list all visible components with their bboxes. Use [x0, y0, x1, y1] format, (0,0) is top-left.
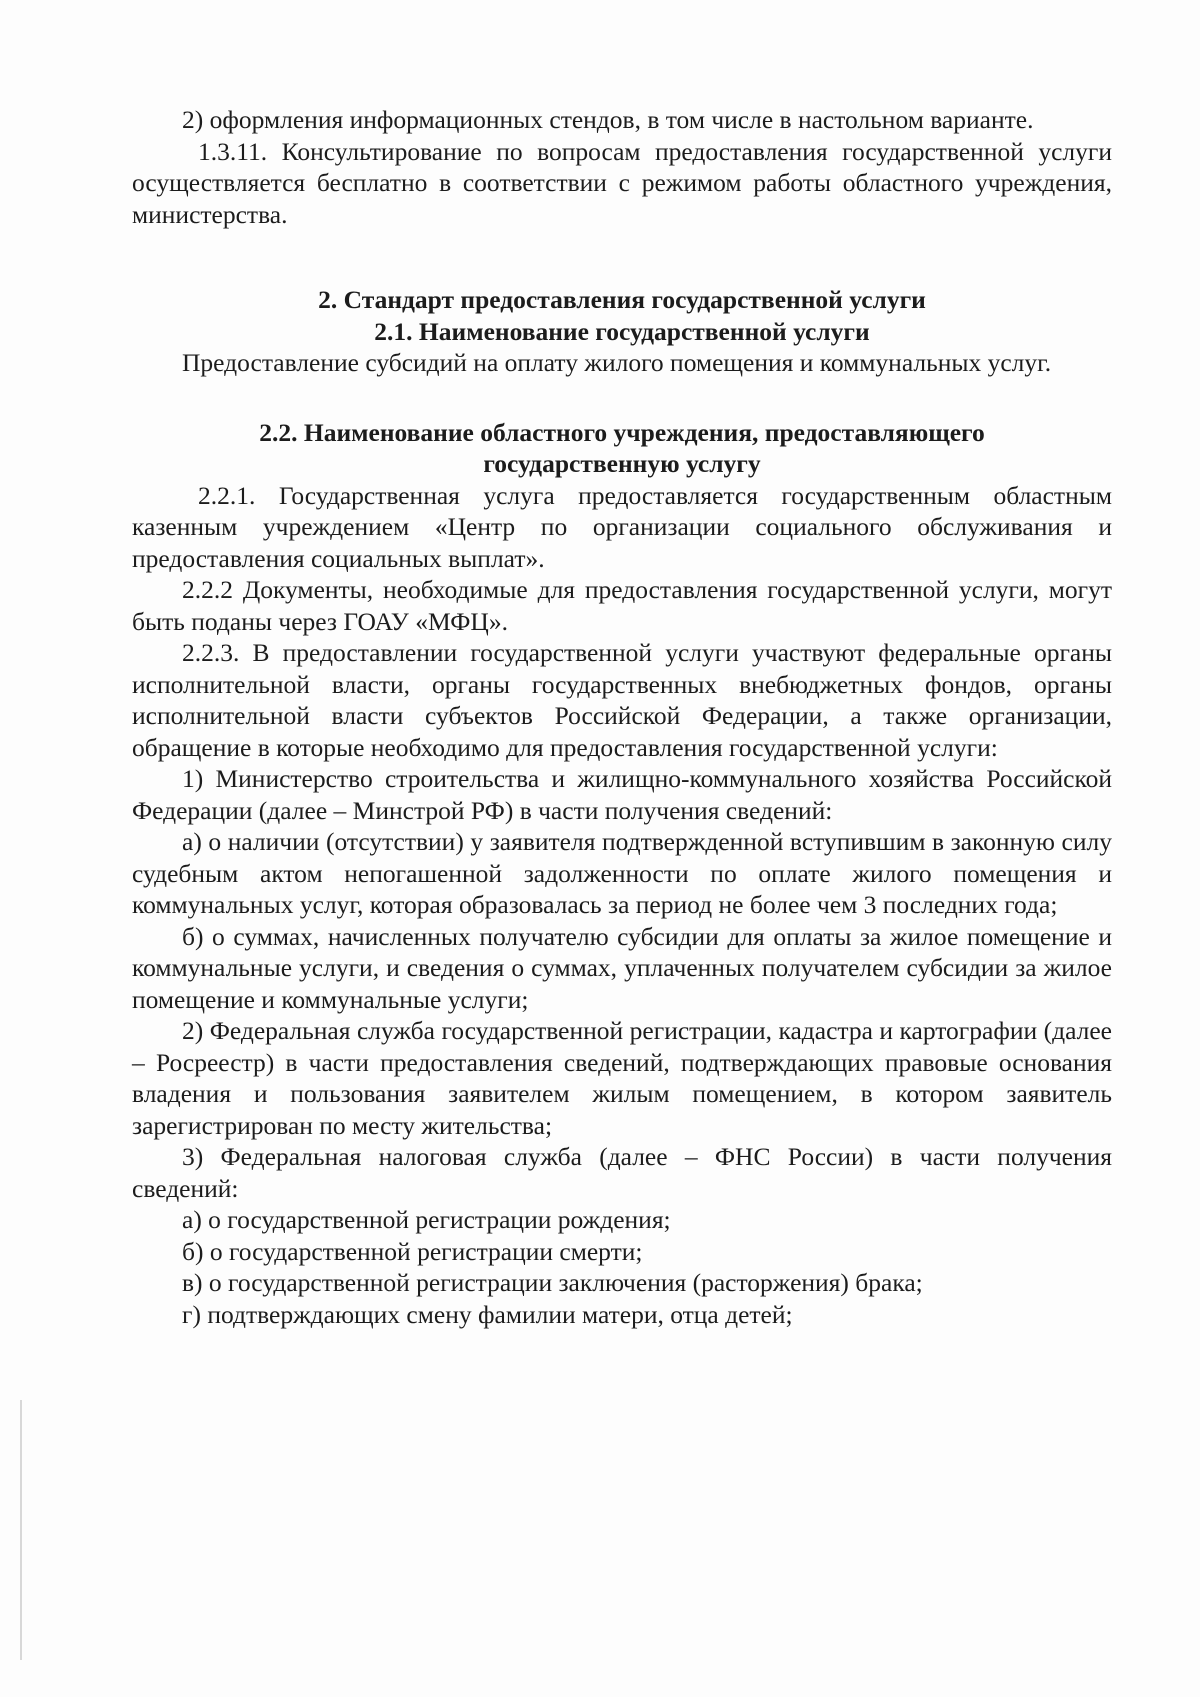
- section-heading-2-2: 2.2. Наименование областного учреждения, предоставляющего государственную услугу: [259, 417, 985, 478]
- list-item-1: 1) Министерство строительства и жилищно-коммунального хозяйства Российской Федерации (далее – Минстрой РФ) в части получения сведений:: [132, 764, 1112, 825]
- paragraph-2-2-2: 2.2.2 Документы, необходимые для предоставления государственной услуги, могут быть поданы через ГОАУ «МФЦ».: [132, 575, 1112, 636]
- section-heading-2-1: 2.1. Наименование государственной услуги: [374, 316, 870, 346]
- list-item-3-g: г) подтверждающих смену фамилии матери, отца детей;: [182, 1299, 793, 1329]
- paragraph-2-2-3: 2.2.3. В предоставлении государственной услуги участвуют федеральные органы исполнительной власти, органы государственных внебюджетных фондов, органы исполнительной власти субъектов Российской Федерации, а также организации, обращение в которые необходимо для предоставления государственной услуги:: [132, 638, 1112, 762]
- paragraph-1-3-11: 1.3.11. Консультирование по вопросам предоставления государственной услуги осуществляется бесплатно в соответствии с режимом работы областного учреждения, министерства.: [132, 136, 1112, 229]
- paragraph-2-1: Предоставление субсидий на оплату жилого помещения и коммунальных услуг.: [182, 348, 1052, 377]
- paragraph-2-2-1: 2.2.1. Государственная услуга предоставляется государственным областным казенным учреждением «Центр по организации социального обслуживания и предоставления социальных выплат».: [132, 480, 1112, 573]
- scan-edge-mark: [20, 1400, 22, 1660]
- list-item-3-a: а) о государственной регистрации рождения;: [182, 1205, 671, 1234]
- list-item-1-b: б) о суммах, начисленных получателю субсидии для оплаты за жилое помещение и коммунальные услуги, и сведения о суммах, уплаченных получателем субсидии за жилое помещение и коммунальные услуги;: [132, 921, 1112, 1014]
- list-item-3-b: б) о государственной регистрации смерти;: [182, 1236, 643, 1266]
- list-item-3: 3) Федеральная налоговая служба (далее – ФНС России) в части получения сведений:: [132, 1142, 1112, 1203]
- list-item-1-a: а) о наличии (отсутствии) у заявителя подтвержденной вступившим в законную силу судебным актом непогашенной задолженности по оплате жилого помещения и коммунальных услуг, которая образовалась за период не более чем 3 последних года;: [132, 827, 1112, 919]
- list-item-2: 2) Федеральная служба государственной регистрации, кадастра и картографии (далее – Росреестр) в части предоставления сведений, подтверждающих правовые основания владения и пользования заявителем жилым помещением, в котором заявитель зарегистрирован по месту жительства;: [132, 1016, 1112, 1140]
- section-heading-2: 2. Стандарт предоставления государственной услуги: [318, 285, 926, 314]
- paragraph-stands: 2) оформления информационных стендов, в том числе в настольном варианте.: [182, 105, 1034, 134]
- list-item-3-v: в) о государственной регистрации заключения (расторжения) брака;: [182, 1268, 923, 1297]
- document-body: [132, 104, 1112, 1330]
